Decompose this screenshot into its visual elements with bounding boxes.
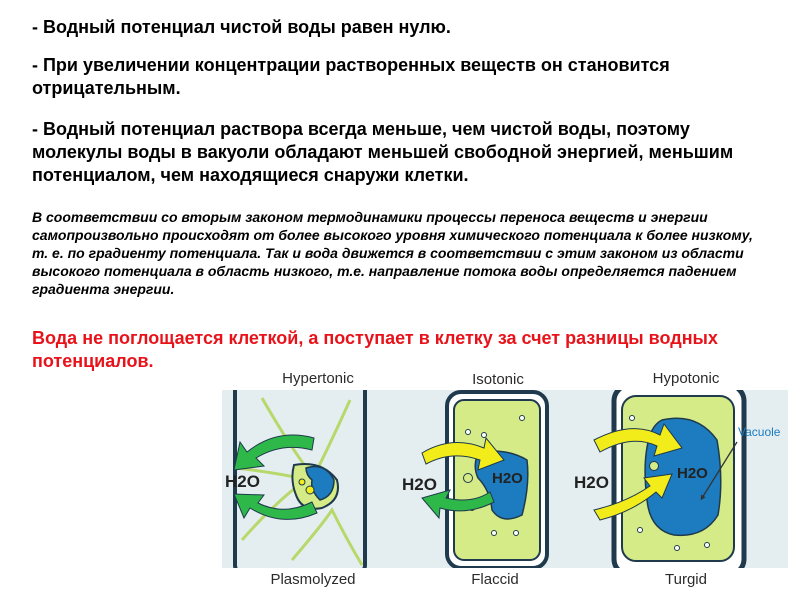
conclusion-text: Вода не поглощается клеткой, а поступает в клетку за счет разницы водных потенциалов. bbox=[32, 328, 718, 371]
h2o-label-flaccid-inside: H2O bbox=[492, 470, 523, 487]
h2o-label-flaccid-outside: H2O bbox=[402, 475, 437, 494]
h2o-label-plasmolyzed: H2O bbox=[225, 472, 260, 491]
bullet-concentration-negative: - При увеличении концентрации растворенных веществ он становится отрицательным. bbox=[32, 55, 670, 98]
label-hypotonic: Hypotonic bbox=[652, 370, 720, 387]
h2o-label-turgid-inside: H2O bbox=[677, 465, 708, 482]
h2o-label-turgid-outside: H2O bbox=[574, 473, 609, 492]
thermodynamics-paragraph: В соответствии со вторым законом термодинамики процессы переноса веществ и энергии самопроизвольно происходят от более высокого уровня химического потенциала к более низкому, т. е. по градиенту потенциала. Так и вода движется в соответствии с этим законом из области высокого потенциала в область низкого, т.е. направление потока воды определяется падением градиента энергии. bbox=[32, 209, 753, 297]
label-turgid: Turgid bbox=[665, 571, 707, 588]
label-isotonic: Isotonic bbox=[472, 371, 524, 388]
bullet-water-potential-zero: - Водный потенциал чистой воды равен нулю. bbox=[32, 17, 451, 37]
label-hypertonic: Hypertonic bbox=[282, 370, 354, 387]
vacuole-label: Vacuole bbox=[738, 425, 781, 439]
bullet-solution-potential: - Водный потенциал раствора всегда меньше, чем чистой воды, поэтому молекулы воды в вакуоли обладают меньшей свободной энергией, меньшим потенциалом, чем находящиеся снаружи клетки. bbox=[32, 119, 734, 185]
label-plasmolyzed: Plasmolyzed bbox=[270, 571, 356, 588]
osmosis-cells-diagram bbox=[222, 390, 788, 568]
label-flaccid: Flaccid bbox=[471, 571, 519, 588]
